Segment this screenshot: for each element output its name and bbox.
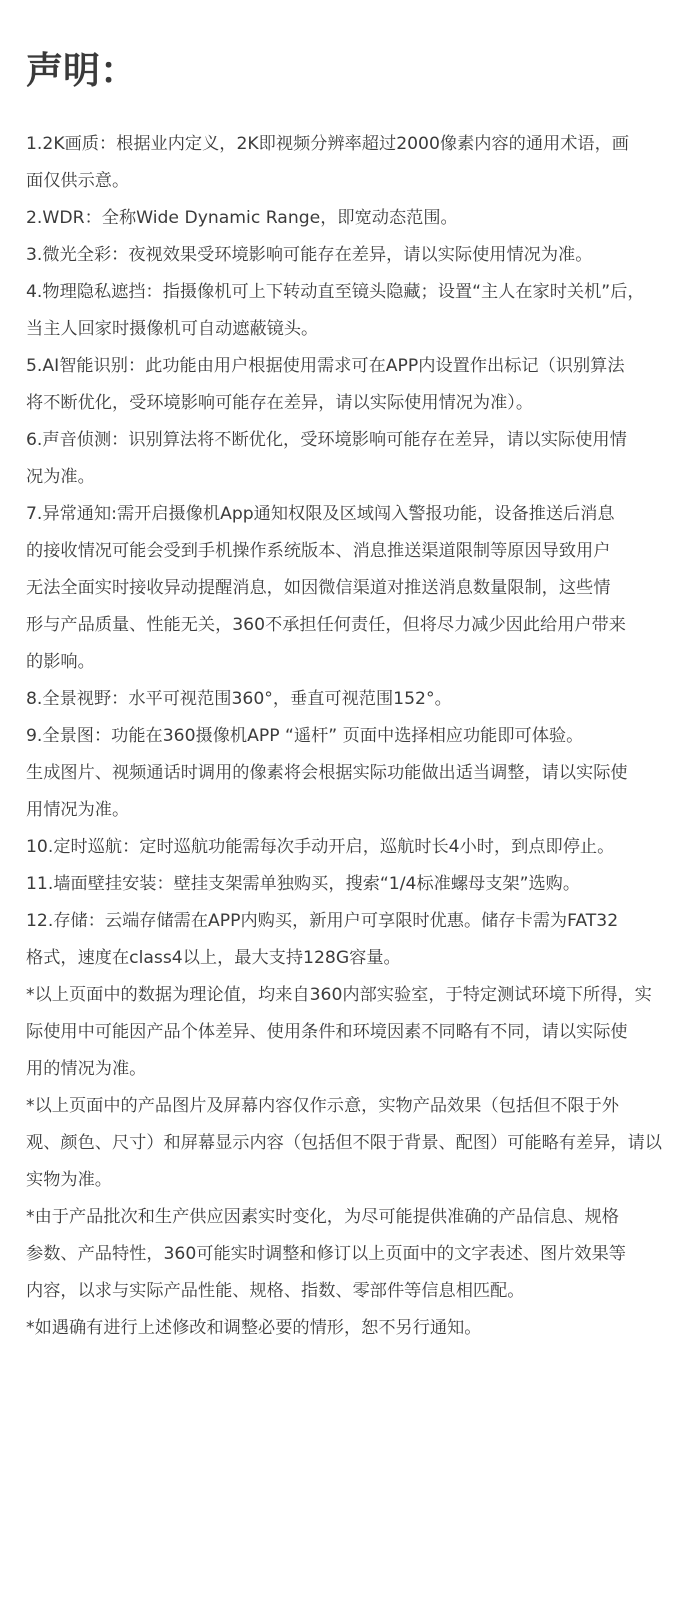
text-line: 际使用中可能因产品个体差异、使用条件和环境因素不同略有不同，请以实际使 (26, 1022, 628, 1042)
text-line: 4.物理隐私遮挡：指摄像机可上下转动直至镜头隐藏；设置“主人在家时关机”后， (26, 282, 645, 302)
disclaimer-item-11 (26, 866, 678, 903)
disclaimer-item-6 (26, 422, 678, 496)
text-line: 实物为准。 (26, 1170, 112, 1190)
text-line: 观、颜色、尺寸）和屏幕显示内容（包括但不限于背景、配图）可能略有差异，请以 (26, 1133, 662, 1153)
text-line: 格式，速度在class4以上，最大支持128G容量。 (26, 948, 401, 968)
text-line: 内容，以求与实际产品性能、规格、指数、零部件等信息相匹配。 (26, 1281, 525, 1301)
text-line: 的影响。 (26, 652, 95, 672)
note-images-illustrative (26, 1088, 678, 1199)
note-theoretical-values (26, 977, 678, 1088)
text-line: *以上页面中的数据为理论值，均来自360内部实验室，于特定测试环境下所得，实 (26, 985, 652, 1005)
text-line: *以上页面中的产品图片及屏幕内容仅作示意，实物产品效果（包括但不限于外 (26, 1096, 619, 1116)
text-line: 11.墙面壁挂安装：壁挂支架需单独购买，搜索“1/4标准螺母支架”选购。 (26, 874, 581, 894)
disclaimer-item-9-note (26, 755, 678, 829)
text-line: 参数、产品特性，360可能实时调整和修订以上页面中的文字表述、图片效果等 (26, 1244, 626, 1264)
text-line: 将不断优化，受环境影响可能存在差异，请以实际使用情况为准）。 (26, 393, 534, 413)
text-line: 2.WDR：全称Wide Dynamic Range，即宽动态范围。 (26, 208, 458, 228)
text-line: *如遇确有进行上述修改和调整必要的情形，恕不另行通知。 (26, 1318, 482, 1338)
text-line: 1.2K画质：根据业内定义，2K即视频分辨率超过2000像素内容的通用术语，画 (26, 134, 629, 154)
text-line: 无法全面实时接收异动提醒消息，如因微信渠道对推送消息数量限制，这些情 (26, 578, 611, 598)
disclaimer-item-10 (26, 829, 678, 866)
text-line: 的接收情况可能会受到手机操作系统版本、消息推送渠道限制等原因导致用户 (26, 541, 611, 561)
disclaimer-item-2 (26, 200, 678, 237)
text-line: 形与产品质量、性能无关，360不承担任何责任，但将尽力减少因此给用户带来 (26, 615, 626, 635)
text-line: 7.异常通知:需开启摄像机App通知权限及区域闯入警报功能，设备推送后消息 (26, 504, 615, 524)
text-line: 8.全景视野：水平可视范围360°，垂直可视范围152°。 (26, 689, 452, 709)
disclaimer-item-7 (26, 496, 678, 681)
text-line: 3.微光全彩：夜视效果受环境影响可能存在差异，请以实际使用情况为准。 (26, 245, 593, 265)
note-no-further-notice (26, 1310, 678, 1347)
text-line: 12.存储：云端存储需在APP内购买，新用户可享限时优惠。储存卡需为FAT32 (26, 911, 619, 931)
disclaimer-item-9 (26, 718, 678, 755)
text-line: 6.声音侦测：识别算法将不断优化，受环境影响可能存在差异，请以实际使用情 (26, 430, 627, 450)
text-line: *由于产品批次和生产供应因素实时变化，为尽可能提供准确的产品信息、规格 (26, 1207, 619, 1227)
disclaimer-item-12 (26, 903, 678, 977)
disclaimer-item-3 (26, 237, 678, 274)
text-line: 用情况为准。 (26, 800, 130, 820)
note-realtime-adjustment (26, 1199, 678, 1310)
text-line: 当主人回家时摄像机可自动遮蔽镜头。 (26, 319, 319, 339)
disclaimer-content (26, 126, 678, 1347)
disclaimer-item-5 (26, 348, 678, 422)
text-line: 面仅供示意。 (26, 171, 130, 191)
text-line: 5.AI智能识别：此功能由用户根据使用需求可在APP内设置作出标记（识别算法 (26, 356, 625, 376)
text-line: 况为准。 (26, 467, 95, 487)
text-line: 生成图片、视频通话时调用的像素将会根据实际功能做出适当调整，请以实际使 (26, 763, 628, 783)
disclaimer-item-4 (26, 274, 678, 348)
disclaimer-item-1 (26, 126, 678, 200)
text-line: 10.定时巡航：定时巡航功能需每次手动开启，巡航时长4小时，到点即停止。 (26, 837, 615, 857)
page-title: 声明： (26, 49, 137, 92)
text-line: 9.全景图：功能在360摄像机APP “遥杆” 页面中选择相应功能即可体验。 (26, 726, 584, 746)
text-line: 用的情况为准。 (26, 1059, 147, 1079)
disclaimer-item-8 (26, 681, 678, 718)
